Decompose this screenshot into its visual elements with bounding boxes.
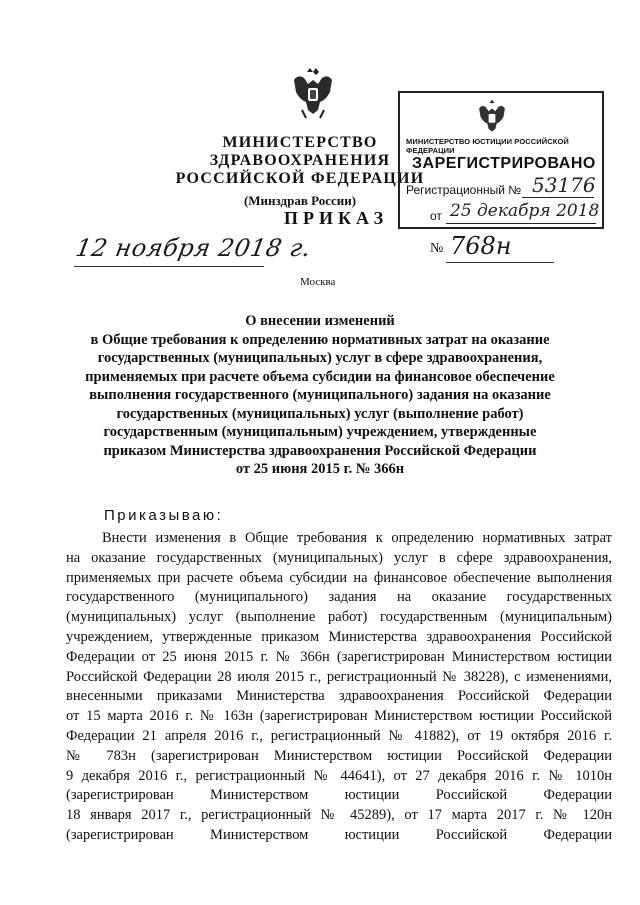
- title-line: выполнения государственного (муниципального) задания на оказание: [89, 387, 551, 403]
- body-line: (зарегистрирован Министерством юстиции Российской Федерации: [66, 826, 612, 843]
- body-line: Внести изменения в Общие требования к определению нормативных затрат: [102, 530, 612, 546]
- stamp-registered: ЗАРЕГИСТРИРОВАНО: [412, 155, 596, 172]
- date-underline: [74, 266, 264, 267]
- stamp-reg-label: Регистрационный №: [406, 183, 522, 197]
- body-line: государственного (муниципального) задания на оказание государственных: [66, 589, 612, 606]
- ministry-short-name: (Минздрав России): [243, 193, 357, 208]
- body-line: внесенными приказами Министерства здравоохранения Российской Федерации: [66, 688, 612, 705]
- title-line: применяемых при расчете объема субсидии на финансовое обеспечение: [85, 368, 555, 385]
- ministry-name-line1: МИНИСТЕРСТВО ЗДРАВООХРАНЕНИЯ: [209, 134, 391, 169]
- stamp-date-value: 25 декабря 2018: [450, 201, 600, 221]
- body-line: (зарегистрирован Министерством юстиции Российской Федерации: [66, 787, 612, 804]
- body-line: Федерации от 25 июня 2015 г. № 366н (зарегистрирован Министерством юстиции: [66, 648, 612, 665]
- title-line: государственных (муниципальных) услуг в сфере здравоохранения,: [97, 350, 543, 366]
- body-line: применяемых при расчете объема субсидии на финансовое обеспечение выполнения: [66, 569, 612, 586]
- body-line: № 783н (зарегистрирован Министерством юстиции Российской Федерации: [66, 747, 612, 764]
- coat-of-arms-icon: [288, 66, 338, 122]
- number-underline: [446, 262, 554, 263]
- document-type: ПРИКАЗ: [284, 208, 389, 228]
- registration-stamp: [398, 91, 604, 229]
- stamp-date-label: от: [430, 209, 442, 223]
- title-line: от 25 июня 2015 г. № 366н: [235, 461, 405, 477]
- order-word: Приказываю:: [104, 507, 224, 524]
- body-text: [66, 529, 612, 846]
- title-line: государственных (муниципальных) услуг (выполнение работ): [116, 405, 524, 422]
- handwritten-number: 768н: [450, 232, 512, 260]
- stamp-reg-number: 53176: [532, 173, 596, 197]
- body-line: Федерации 21 апреля 2016 г., регистрационный № 41882), от 19 октября 2016 г.: [66, 727, 612, 744]
- title-line: государственным (муниципальным) учреждением, утвержденные: [103, 424, 537, 440]
- handwritten-date: 12 ноября 2018 г.: [73, 234, 314, 262]
- body-line: 9 декабря 2016 г., регистрационный № 44641), от 27 декабря 2016 г. № 1010н: [66, 767, 612, 784]
- stamp-date-underline: [446, 223, 596, 224]
- title-line: приказом Министерства здравоохранения Российской Федерации: [103, 442, 537, 459]
- document-title: [72, 312, 568, 479]
- number-sign: №: [430, 241, 444, 256]
- city: Москва: [300, 276, 336, 288]
- stamp-coat-of-arms-icon: [474, 99, 510, 137]
- body-line: 18 января 2017 г., регистрационный № 45289), от 17 марта 2017 г. № 120н: [66, 807, 612, 824]
- body-line: на оказание государственных (муниципальных) услуг в сфере здравоохранения,: [66, 549, 612, 566]
- body-line: (муниципальных) услуг (выполнение работ) государственным (муниципальным): [66, 609, 612, 626]
- stamp-ministry-name: МИНИСТЕРСТВО ЮСТИЦИИ РОССИЙСКОЙ ФЕДЕРАЦИИ: [406, 137, 569, 155]
- title-line: О внесении изменений: [245, 313, 395, 329]
- ministry-name-line2: РОССИЙСКОЙ ФЕДЕРАЦИИ: [175, 170, 425, 187]
- body-line: учреждением, утвержденные приказом Министерства здравоохранения Российской: [66, 628, 612, 645]
- body-line: Российской Федерации 28 июля 2015 г., регистрационный № 38228), с изменениями,: [66, 668, 612, 685]
- title-line: в Общие требования к определению нормативных затрат на оказание: [90, 331, 550, 348]
- stamp-reg-underline: [522, 197, 594, 198]
- body-line: от 15 марта 2016 г. № 163н (зарегистрирован Министерством юстиции Российской: [66, 708, 612, 725]
